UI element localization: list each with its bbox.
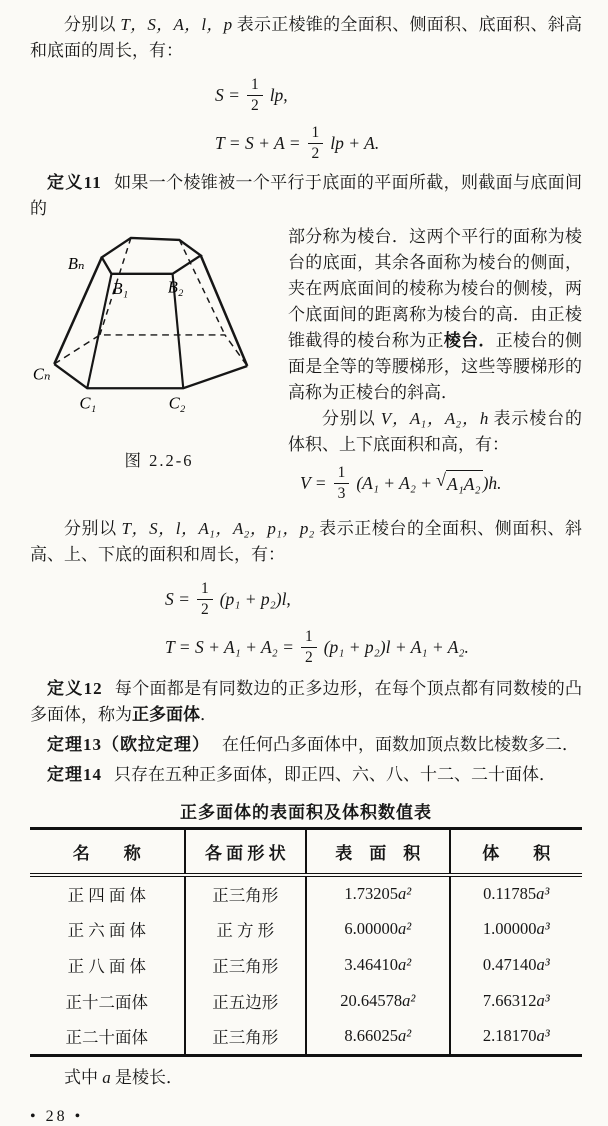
- fraction-numerator: 1: [247, 76, 263, 96]
- definition-12-bold-term: 正多面体: [132, 705, 200, 724]
- definition-11-label: 定义11: [47, 173, 102, 192]
- cell-area: [306, 983, 450, 1019]
- cell-volume: [450, 911, 583, 947]
- theorem-14-text: 只存在五种正多面体，即正四、六、八、十二、二十面体．: [114, 765, 556, 784]
- cell-name: 正 八 面 体: [67, 957, 146, 976]
- frustum-area-paragraph: [30, 516, 582, 568]
- fraction: [197, 580, 213, 619]
- area-unit: a²: [397, 1026, 412, 1046]
- area-unit: a²: [397, 955, 412, 974]
- area-post: 表示正棱台的全面积、侧面积、斜高、上、下底的面积和周长，有：: [30, 519, 583, 564]
- note-variable: a: [102, 1067, 111, 1087]
- volume-unit: a³: [536, 1026, 550, 1046]
- area-unit: a²: [402, 991, 416, 1010]
- definition-12-text: 每个面都是有同数边的正多边形，在每个顶点都有同数棱的凸多面体，称为: [30, 679, 583, 724]
- intro-variables: T，S，A，l，p: [120, 15, 233, 34]
- cell-area: [306, 947, 450, 983]
- definition-11-continued: [288, 224, 582, 406]
- theorem-13-label: 定理13（欧拉定理）: [47, 735, 210, 754]
- volume-unit: a³: [536, 955, 550, 974]
- cell-name: 正十二面体: [65, 993, 149, 1012]
- figure-and-text-row: [30, 224, 582, 510]
- figure-caption: 图 2.2-6: [124, 451, 194, 470]
- table-note: [30, 1065, 582, 1091]
- fraction: [301, 628, 317, 667]
- formula-rhs: (p₁ + p₂)l + A₁ + A₂.: [323, 636, 469, 657]
- radical: [436, 470, 482, 497]
- cell-face: 正三角形: [185, 1019, 306, 1055]
- cell-face: 正三角形: [185, 947, 306, 983]
- volume-unit: a³: [536, 991, 550, 1010]
- header-surface-area: 表 面 积: [306, 829, 450, 876]
- formula-rhs: (p₁ + p₂)l,: [219, 588, 291, 609]
- frustum-figure: [31, 224, 287, 442]
- definition-12-period: ．: [200, 705, 217, 724]
- definition-11-line1: 如果一个棱锥被一个平行于底面的平面所截，则截面与底面间的: [30, 173, 583, 218]
- formula-frustum-lateral-area: [165, 578, 582, 620]
- frustum-hidden-bottom-edges: [54, 335, 247, 366]
- cell-area: [306, 911, 450, 947]
- page-number: • 28 •: [30, 1107, 84, 1125]
- definition-11-col2: 正棱台的侧面是全等的等腰梯形，这些等腰梯形的高称为正棱台的斜高．: [288, 331, 582, 402]
- definition-12-label: 定义12: [47, 679, 103, 698]
- figure-column: [30, 224, 288, 510]
- header-volume: 体 积: [450, 829, 583, 876]
- cell-volume: [450, 983, 583, 1019]
- formula-rhs: lp + A.: [330, 132, 380, 153]
- cell-name: 正 四 面 体: [67, 886, 146, 905]
- vertex-label-bn: Bₙ: [67, 254, 85, 273]
- theorem-13-text: 在任何凸多面体中，面数加顶点数比棱数多二．: [222, 735, 579, 754]
- radicand: A₁A₂: [446, 470, 483, 497]
- table-row: [30, 983, 582, 1019]
- formula-rhs: )h.: [482, 473, 502, 493]
- volume-value: 2.18170: [482, 1026, 537, 1046]
- area-variables: T，S，l，A₁，A₂，p₁，p₂: [121, 519, 315, 538]
- cell-volume: [450, 875, 583, 911]
- formula-frustum-volume: [300, 462, 582, 504]
- area-value: 6.00000: [344, 919, 398, 938]
- area-pre: 分别以: [64, 519, 122, 538]
- frustum-volume-paragraph: [288, 406, 582, 458]
- table-title: 正多面体的表面积及体积数值表: [180, 803, 432, 822]
- polyhedra-table: [30, 827, 582, 1057]
- formula-lhs: S =: [165, 588, 190, 609]
- fraction: [308, 124, 324, 163]
- vertex-label-c2: C₂: [168, 393, 186, 413]
- cell-area: [306, 1019, 450, 1055]
- definition-12-paragraph: [30, 676, 582, 728]
- table-header-row: [30, 829, 582, 876]
- volume-pre: 分别以: [322, 409, 381, 428]
- formula-rhs: lp,: [269, 84, 288, 105]
- table-row: [30, 1019, 582, 1055]
- vertex-label-cn: Cₙ: [32, 364, 51, 384]
- radical-sign: √: [436, 469, 447, 490]
- definition-11-col1: 部分称为棱台．这两个平行的面称为棱台的底面，其余各面称为棱台的侧面，夹在两底面间的棱称为棱台的侧棱，两个底面间的距离称为棱台的高．由正棱锥截得的棱台称为正: [288, 227, 582, 350]
- cell-area: [306, 875, 450, 911]
- vertex-label-b1: B₁: [112, 279, 129, 299]
- volume-variables: V，A₁，A₂，h: [380, 409, 489, 428]
- frustum-top-face: [102, 238, 201, 274]
- header-name: 名 称: [30, 829, 185, 876]
- intro-post: 表示正棱锥的全面积、侧面积、底面积、斜高和底面的周长，有：: [30, 15, 583, 60]
- formula-mid: (A₁ + A₂ +: [356, 473, 433, 493]
- cell-volume: [450, 1019, 583, 1055]
- area-unit: a²: [397, 884, 412, 903]
- theorem-13-paragraph: [30, 732, 582, 758]
- area-unit: a²: [397, 919, 412, 938]
- cell-name: 正二十面体: [65, 1028, 149, 1048]
- theorem-14-paragraph: [30, 762, 582, 788]
- vertex-label-b2: B₂: [167, 277, 184, 297]
- formula-pyramid-lateral-area: [215, 74, 582, 116]
- area-value: 1.73205: [344, 884, 398, 903]
- cell-face: 正 方 形: [185, 911, 306, 947]
- volume-unit: a³: [536, 919, 550, 938]
- table-row: [30, 911, 582, 947]
- area-value: 20.64578: [340, 991, 403, 1010]
- definition-11-bold-term: 棱台．: [443, 331, 496, 350]
- fraction-denominator: 2: [311, 144, 320, 162]
- frustum-bottom-front-edges: [54, 364, 247, 388]
- cell-volume: [450, 947, 583, 983]
- volume-value: 0.47140: [482, 955, 537, 974]
- theorem-14-label: 定理14: [47, 765, 102, 784]
- fraction: [247, 76, 263, 115]
- volume-value: 1.00000: [482, 919, 537, 938]
- volume-value: 0.11785: [483, 884, 537, 903]
- formula-lhs: T = S + A₁ + A₂ =: [165, 636, 294, 657]
- frustum-front-left-lateral-edge: [87, 274, 111, 388]
- cell-face: 正三角形: [185, 875, 306, 911]
- intro-paragraph: [30, 12, 582, 64]
- fraction-denominator: 3: [337, 484, 346, 502]
- note-pre: 式中: [64, 1067, 103, 1087]
- area-value: 3.46410: [344, 955, 398, 974]
- wrapped-text-column: [288, 224, 582, 510]
- area-value: 8.66025: [344, 1026, 398, 1046]
- fraction-denominator: 2: [200, 600, 209, 618]
- frustum-hidden-back-right-edge: [179, 240, 225, 335]
- cell-face: 正五边形: [185, 983, 306, 1019]
- header-face-shape: 各 面 形 状: [185, 829, 306, 876]
- frustum-right-lateral-edge: [201, 255, 248, 366]
- fraction-numerator: 1: [301, 628, 317, 648]
- formula-lhs: V =: [300, 473, 327, 493]
- fraction-numerator: 1: [197, 580, 213, 600]
- table-row: [30, 875, 582, 911]
- volume-value: 7.66312: [482, 991, 537, 1010]
- fraction: [334, 464, 350, 503]
- formula-lhs: T = S + A =: [215, 132, 301, 153]
- vertex-label-c1: C₁: [79, 393, 97, 413]
- formula-pyramid-total-area: [215, 122, 582, 164]
- fraction-denominator: 2: [250, 96, 259, 114]
- volume-unit: a³: [536, 884, 550, 903]
- fraction-numerator: 1: [334, 464, 350, 484]
- fraction-denominator: 2: [304, 648, 313, 666]
- fraction-numerator: 1: [308, 124, 324, 144]
- definition-11-paragraph: [30, 170, 582, 222]
- formula-lhs: S =: [215, 84, 240, 105]
- formula-frustum-total-area: [165, 626, 582, 668]
- table-row: [30, 947, 582, 983]
- volume-post: 表示棱台的体积、上下底面积和高，有：: [288, 409, 583, 454]
- note-post: 是棱长．: [110, 1067, 183, 1087]
- cell-name: 正 六 面 体: [67, 921, 146, 940]
- intro-pre: 分别以: [64, 15, 121, 34]
